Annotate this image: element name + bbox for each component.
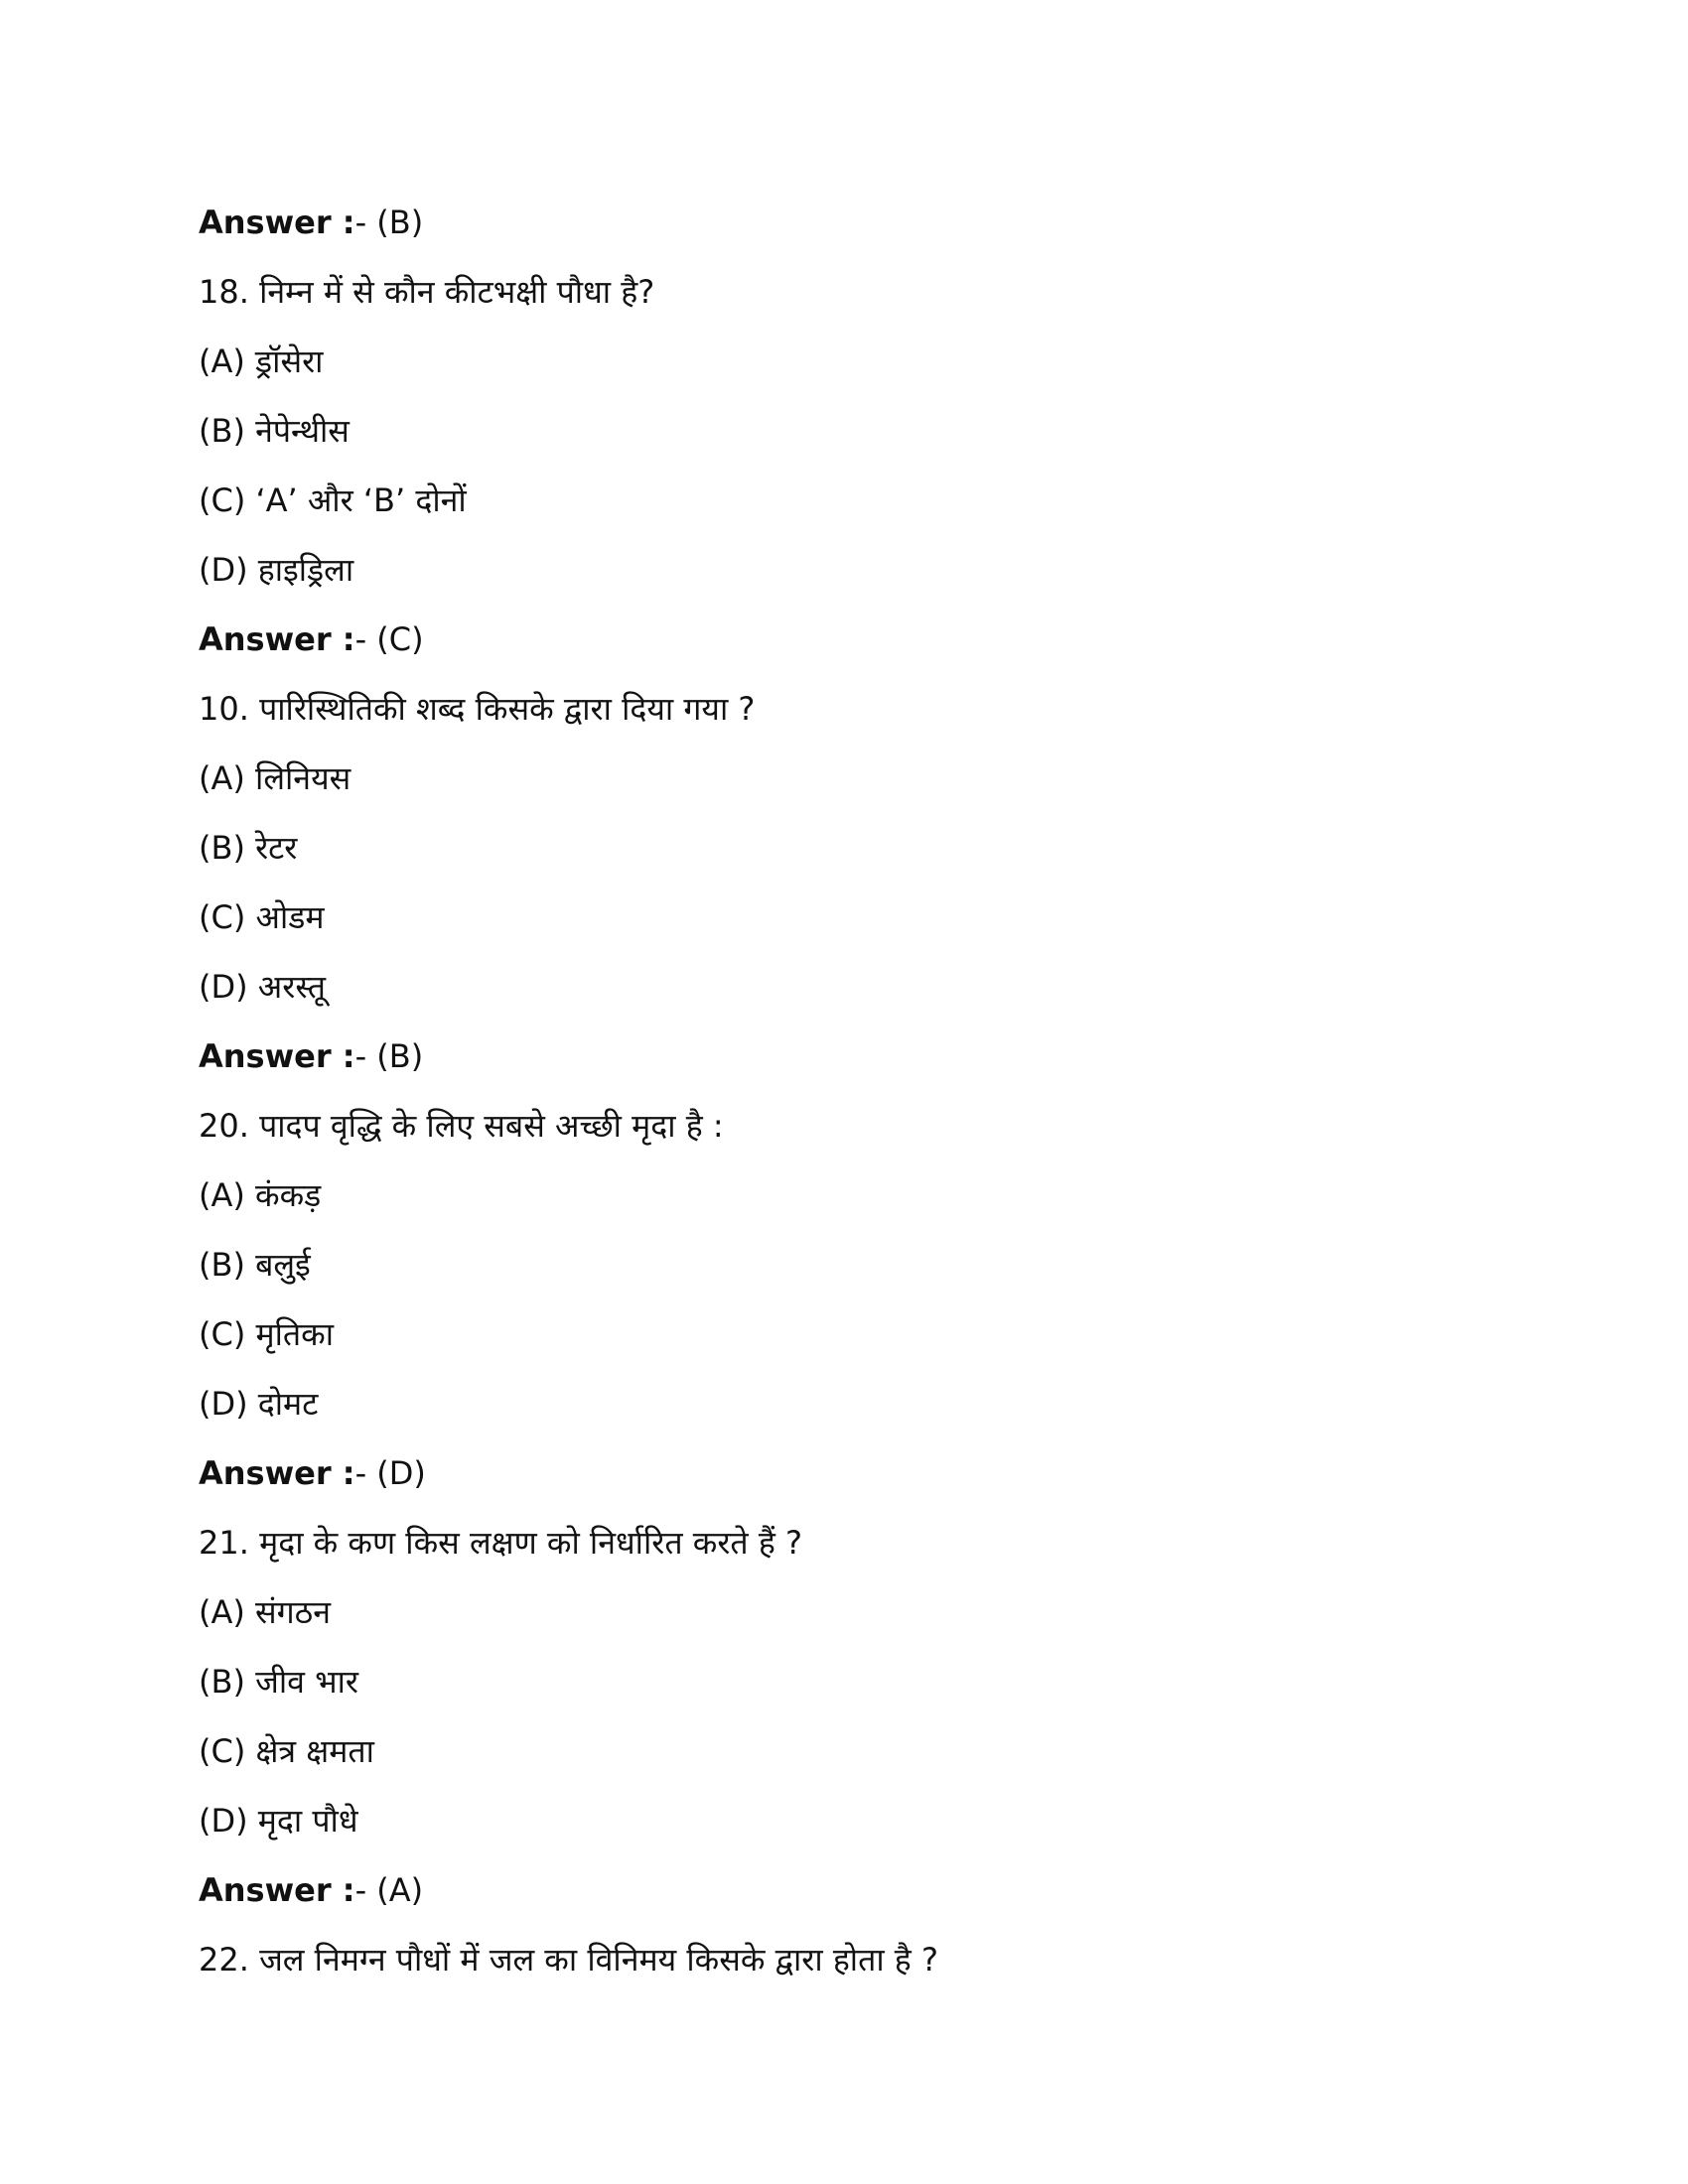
- question-text: 20. पादप वृद्धि के लिए सबसे अच्छी मृदा है :: [199, 1107, 724, 1145]
- option-a: (A) कंकड़: [199, 1176, 322, 1214]
- option-a: (A) ड्रॉसेरा: [199, 342, 324, 380]
- option-b: (B) नेपेन्थीस: [199, 412, 350, 450]
- answer-value: - (C): [354, 620, 424, 658]
- answer-label: Answer :: [199, 620, 355, 658]
- answer-line: [199, 1862, 1489, 1932]
- answer-value: - (D): [354, 1454, 426, 1492]
- option-c: (C) ‘A’ और ‘B’ दोनों: [199, 481, 467, 519]
- answer-line: [199, 1445, 1489, 1515]
- answer-line: [199, 612, 1489, 681]
- answer-label: Answer :: [199, 1454, 355, 1492]
- answer-value: - (A): [354, 1871, 424, 1909]
- option-d: (D) मृदा पौधे: [199, 1802, 358, 1840]
- answer-line: [199, 195, 1489, 264]
- option-d: (D) अरस्तू: [199, 968, 327, 1006]
- quiz-content: [199, 195, 1489, 2001]
- question-text: 18. निम्न में से कौन कीटभक्षी पौधा है?: [199, 273, 655, 311]
- question-text: 22. जल निमग्न पौधों में जल का विनिमय किसके द्वारा होता है ?: [199, 1941, 938, 1979]
- answer-value: - (B): [354, 1037, 424, 1075]
- answer-label: Answer :: [199, 1871, 355, 1909]
- answer-label: Answer :: [199, 1037, 355, 1075]
- option-a: (A) लिनियस: [199, 759, 352, 797]
- answer-line: [199, 1028, 1489, 1098]
- question-text: 10. पारिस्थितिकी शब्द किसके द्वारा दिया गया ?: [199, 690, 756, 728]
- option-c: (C) ओडम: [199, 898, 325, 936]
- option-c: (C) क्षेत्र क्षमता: [199, 1732, 374, 1770]
- answer-value: - (B): [354, 204, 424, 241]
- option-a: (A) संगठन: [199, 1593, 332, 1631]
- option-d: (D) दोमट: [199, 1385, 319, 1423]
- option-c: (C) मृतिका: [199, 1315, 335, 1353]
- option-b: (B) जीव भार: [199, 1663, 358, 1701]
- option-b: (B) रेटर: [199, 829, 298, 867]
- question-text: 21. मृदा के कण किस लक्षण को निर्धारित करते हैं ?: [199, 1524, 802, 1562]
- answer-label: Answer :: [199, 204, 355, 241]
- option-b: (B) बलुई: [199, 1246, 311, 1284]
- option-d: (D) हाइड्रिला: [199, 551, 354, 589]
